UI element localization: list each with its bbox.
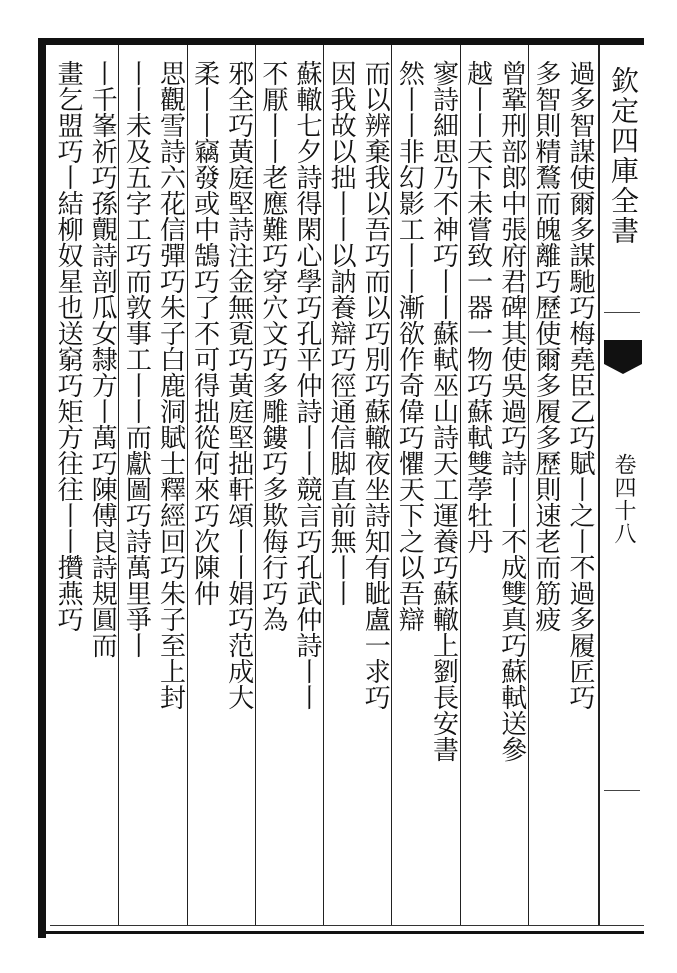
column-divider (528, 45, 529, 925)
book-title: 欽定四庫全書 (607, 66, 640, 246)
text-column-4: 越丨丨天下未嘗致一器一物巧蘇軾雙荸牡丹 (462, 60, 493, 554)
text-column-6: 然丨丨非幻影工丨丨漸欲作奇偉巧懼天下之以吾辯 (394, 60, 425, 632)
column-divider (187, 45, 188, 925)
column-divider (255, 45, 256, 925)
text-column-9: 蘇轍七夕詩得閑心學巧孔平仲詩丨丨競言巧孔武仲詩丨丨 (292, 60, 322, 710)
column-divider (323, 45, 324, 925)
text-column-12: 柔丨丨竊發或中鵠巧了不可得拙從何來巧次陳仲 (189, 60, 220, 606)
fish-tail-mark (604, 340, 642, 364)
text-column-7: 而以辨棄我以吾巧而以巧別巧蘇轍夜坐詩知有眦盧一求巧 (360, 60, 391, 710)
text-column-3: 曾鞏刑部郎中張府君碑其使吳過巧詩丨丨不成雙真巧蘇軾送參 (496, 60, 527, 762)
text-column-1: 過多智謀使爾多謀馳巧梅堯臣乙巧賦丨之丨不過多履匠巧 (565, 60, 595, 710)
frame-left-border (38, 38, 46, 938)
margin-divider (598, 45, 600, 925)
column-divider (460, 45, 461, 925)
text-column-5: 寥詩細思乃不神巧丨丨蘇軾巫山詩天工運養巧蘇轍上劉長安書 (428, 60, 459, 762)
text-column-10: 不厭丨丨老應難巧穿穴文巧多雕鏤巧多欺侮行巧為 (257, 60, 288, 632)
text-column-13: 思觀雪詩六花信彈巧朱子白鹿洞賦士釋經回巧朱子至上封 (155, 60, 186, 710)
page-margin-column (602, 48, 642, 928)
margin-rule-upper (604, 312, 640, 313)
frame-bottom-border (38, 931, 644, 934)
frame-top-border (38, 38, 644, 45)
column-divider (118, 45, 119, 925)
text-column-2: 多智則精鶩而魄離巧歷使爾多履多歷則速老而筋疲 (530, 60, 561, 632)
text-column-11: 邪全巧黃庭堅詩注金無覔巧黃庭堅拙軒頌丨丨娟巧范成大 (223, 60, 254, 710)
column-divider (391, 45, 392, 925)
frame-bottom-inner-border (50, 925, 644, 926)
text-column-15: 丨千峯祈巧孫覿詩剖瓜女隸方丨萬巧陳傅良詩規圓而 (87, 60, 118, 658)
margin-rule-lower (604, 790, 640, 791)
text-column-16: 畫乞盟巧丨結柳奴星也送窮巧矩方往往丨丨攢燕巧 (53, 60, 84, 632)
volume-label: 卷四十八 (611, 453, 636, 545)
text-column-8: 因我故以拙丨丨以訥養辯巧徑通信脚直前無丨丨 (326, 60, 357, 606)
text-column-14: 丨丨未及五字工巧而敦事工丨丨而獻圖巧詩萬里爭丨 (121, 60, 152, 658)
